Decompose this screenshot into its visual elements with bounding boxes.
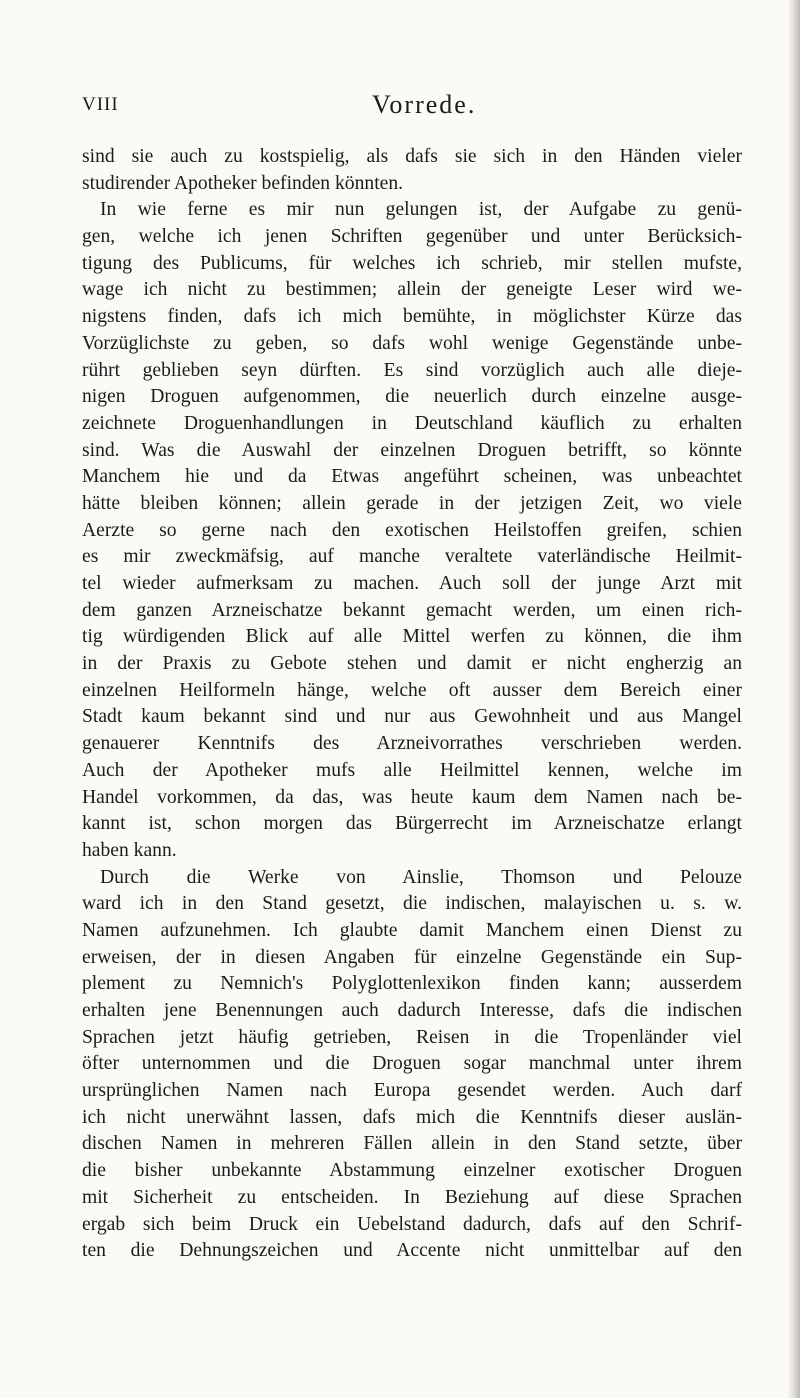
text-line: ergab sich beim Druck ein Uebelstand dadurch, dafs auf den Schrif- — [82, 1213, 742, 1235]
text-line: ten die Dehnungszeichen und Accente nicht unmittelbar auf den — [82, 1240, 742, 1262]
text-line: Auch der Apotheker mufs alle Heilmittel kennen, welche im — [82, 759, 742, 781]
text-line: dem ganzen Arzneischatze bekannt gemacht werden, um einen rich- — [82, 599, 742, 621]
text-line: hätte bleiben können; allein gerade in der jetzigen Zeit, wo viele — [82, 492, 742, 514]
text-line: dischen Namen in mehreren Fällen allein in den Stand setzte, über — [82, 1133, 742, 1155]
text-line: sind. Was die Auswahl der einzelnen Droguen betrifft, so könnte — [82, 439, 742, 461]
text-line: öfter unternommen und die Droguen sogar manchmal unter ihrem — [82, 1053, 742, 1075]
text-line: tel wieder aufmerksam zu machen. Auch soll der junge Arzt mit — [82, 573, 742, 594]
page-header — [82, 90, 742, 126]
text-line: erweisen, der in diesen Angaben für einzelne Gegenstände ein Sup- — [82, 946, 742, 968]
text-line: sind sie auch zu kostspielig, als dafs sie sich in den Händen vieler — [82, 146, 742, 167]
text-line: Durch die Werke von Ainslie, Thomson und Pelouze — [100, 866, 742, 888]
text-line: die bisher unbekannte Abstammung einzelner exotischer Droguen — [82, 1160, 742, 1182]
text-line: nigstens finden, dafs ich mich bemühte, in möglichster Kürze das — [82, 306, 742, 328]
text-line: genauerer Kenntnifs des Arzneivorrathes verschrieben werden. — [82, 733, 742, 755]
text-line: Aerzte so gerne nach den exotischen Heilstoffen greifen, schien — [82, 519, 742, 541]
text-line: einzelnen Heilformeln hänge, welche oft ausser dem Bereich einer — [82, 679, 742, 701]
text-line: Sprachen jetzt häufig getrieben, Reisen in die Tropenländer viel — [82, 1026, 742, 1048]
text-line: ward ich in den Stand gesetzt, die indischen, malayischen u. s. w. — [82, 893, 742, 915]
body-text — [82, 144, 742, 1265]
text-line: in der Praxis zu Gebote stehen und damit er nicht engherzig an — [82, 653, 742, 675]
text-line: es mir zweckmäfsig, auf manche veraltete vaterländische Heilmit- — [82, 546, 742, 568]
text-line: erhalten jene Benennungen auch dadurch Interesse, dafs die indischen — [82, 1000, 742, 1021]
text-line: Manchem hie und da Etwas angeführt scheinen, was unbeachtet — [82, 466, 742, 488]
text-line: Stadt kaum bekannt sind und nur aus Gewohnheit und aus Mangel — [82, 706, 742, 728]
text-line: plement zu Nemnich's Polyglottenlexikon finden kann; ausserdem — [82, 973, 742, 995]
page-number: VIII — [82, 94, 119, 115]
text-line: studirender Apotheker befinden könnten. — [82, 172, 404, 194]
text-line: zeichnete Droguenhandlungen in Deutschland käuflich zu erhalten — [82, 412, 742, 434]
text-line: mit Sicherheit zu entscheiden. In Beziehung auf diese Sprachen — [82, 1186, 742, 1208]
text-line: nigen Droguen aufgenommen, die neuerlich durch einzelne ausge- — [82, 386, 742, 408]
text-line: ursprünglichen Namen nach Europa gesendet werden. Auch darf — [82, 1080, 742, 1102]
text-line: ich nicht unerwähnt lassen, dafs mich die Kenntnifs dieser auslän- — [82, 1106, 742, 1128]
running-head: Vorrede. — [372, 90, 477, 119]
text-line: gen, welche ich jenen Schriften gegenüber und unter Berücksich- — [82, 226, 742, 248]
text-line: Handel vorkommen, da das, was heute kaum dem Namen nach be- — [82, 786, 742, 808]
text-line: rührt geblieben seyn dürften. Es sind vorzüglich auch alle dieje- — [82, 359, 742, 381]
text-line: Namen aufzunehmen. Ich glaubte damit Manchem einen Dienst zu — [82, 919, 742, 941]
text-line: kannt ist, schon morgen das Bürgerrecht im Arzneischatze erlangt — [82, 813, 742, 835]
text-line: Vorzüglichste zu geben, so dafs wohl wenige Gegenstände unbe- — [82, 332, 742, 354]
text-line: In wie ferne es mir nun gelungen ist, der Aufgabe zu genü- — [100, 199, 742, 221]
text-line: wage ich nicht zu bestimmen; allein der geneigte Leser wird we- — [82, 279, 742, 301]
text-line: tigung des Publicums, für welches ich schrieb, mir stellen mufste, — [82, 252, 742, 274]
text-line: tig würdigenden Blick auf alle Mittel werfen zu können, die ihm — [82, 626, 742, 648]
text-line: haben kann. — [82, 839, 177, 861]
page-edge-shadow — [788, 0, 800, 1398]
